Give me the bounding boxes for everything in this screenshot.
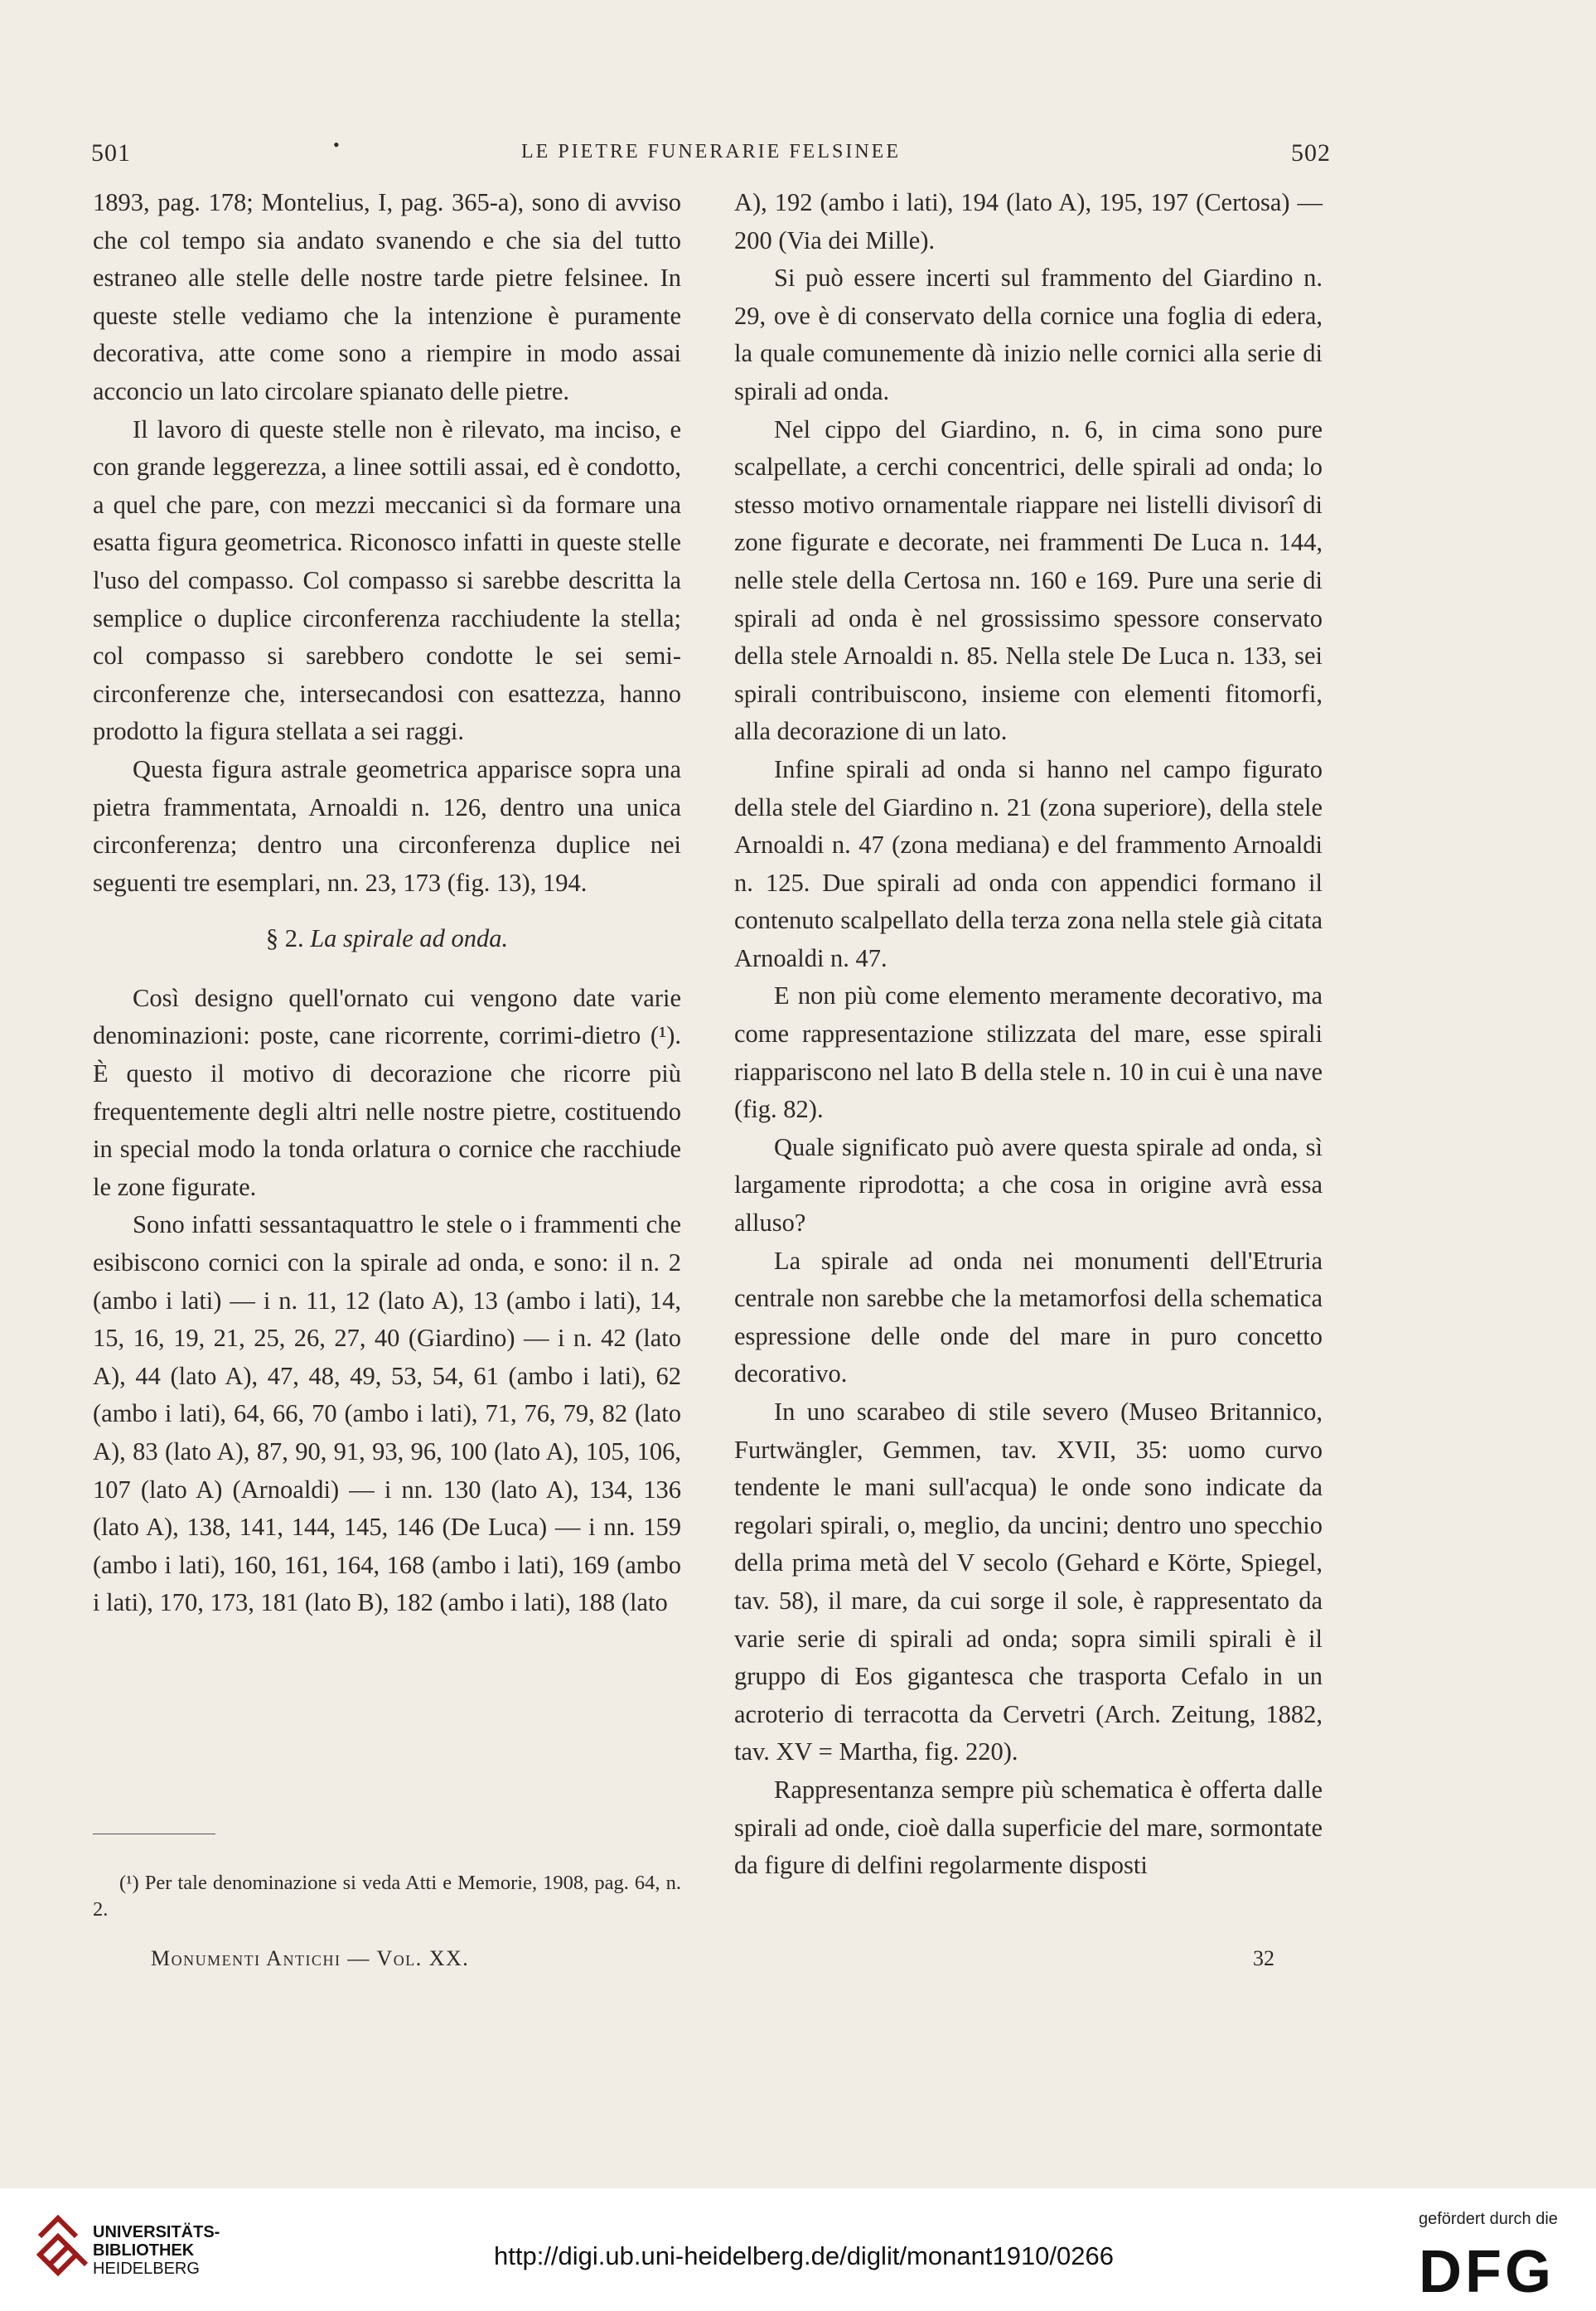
library-name bbox=[93, 2223, 220, 2278]
running-title: LE PIETRE FUNERARIE FELSINEE bbox=[521, 141, 901, 162]
section-number: § 2. bbox=[265, 924, 304, 953]
paragraph: Il lavoro di queste stelle non è rilevato, ma inciso, e con grande leggerezza, a linee sottili assai, ed è condotto, a quel che pare, con mezzi meccanici sì da formare una esatta figura geometrica. Riconosco infatti in queste stelle l'uso del compasso. Col compasso si sarebbe descritta la semplice o duplice circonferenza racchiudente la stella; col compasso si sarebbero condotte le sei semi-circonferenze che, intersecandosi con esattezza, hanno prodotto la figura stellata a sei raggi. bbox=[93, 414, 681, 746]
paragraph: Questa figura astrale geometrica apparisce sopra una pietra frammentata, Arnoaldi n. 126, dentro una unica circonferenza; dentro una circonferenza duplice nei seguenti tre esemplari, nn. 23, 173 (fig. 13), 194. bbox=[93, 754, 681, 897]
footnote-text: (¹) Per tale denominazione si veda Atti e Memorie, 1908, pag. 64, n. 2. bbox=[93, 1872, 681, 1921]
paragraph: A), 192 (ambo i lati), 194 (lato A), 195, 197 (Certosa) — 200 (Via dei Mille). bbox=[734, 188, 1323, 254]
page-footer-line bbox=[93, 1946, 1274, 1979]
right-column bbox=[734, 184, 1323, 1885]
paragraph: Rappresentanza sempre più schematica è offerta dalle spirali ad onde, cioè dalla superficie del mare, sormontate da figure di delfini regolarmente disposti bbox=[734, 1775, 1323, 1880]
paragraph: Si può essere incerti sul frammento del Giardino n. 29, ove è di conservato della cornice una foglia di edera, la quale comunemente dà inizio nelle cornici alla serie di spirali ad onda. bbox=[734, 264, 1323, 405]
paragraph: La spirale ad onda nei monumenti dell'Etruria centrale non sarebbe che la metamorfosi della schematica espressione delle onde del mare in puro concetto decorativo. bbox=[734, 1246, 1323, 1388]
viewer-footer bbox=[0, 2188, 1596, 2311]
paragraph: In uno scarabeo di stile severo (Museo Britannico, Furtwängler, Gemmen, tav. XVII, 35: uomo curvo tendente le mani sull'acqua) le onde sono indicate da regolari spirali, o, meglio, da uncini; dentro uno specchio della prima metà del V secolo (Gehard e Körte, Spiegel, tav. 58), il mare, da cui sorge il sole, è rappresentato da varie serie di spirali ad onda; sopra simili spirali è il gruppo di Eos gigantesca che trasporta Cefalo in un acroterio di terracotta da Cervetri (Arch. Zeitung, 1882, tav. XV = Martha, fig. 220). bbox=[734, 1398, 1323, 1766]
paragraph: Infine spirali ad onda si hanno nel campo figurato della stele del Giardino n. 21 (zona superiore), della stele Arnoaldi n. 47 (zona mediana) e del frammento Arnoaldi n. 125. Due spirali ad onda con appendici formano il contenuto scalpellato della terza zona nella stele già citata Arnoaldi n. 47. bbox=[734, 754, 1323, 972]
paragraph: 1893, pag. 178; Montelius, I, pag. 365-a), sono di avviso che col tempo sia andato svanendo e che sia del tutto estraneo alle stelle delle nostre tarde pietre felsinee. In queste stelle vediamo che la intenzione è puramente decorativa, atte come sono a riempire in modo assai acconcio un lato circolare spianato delle pietre. bbox=[93, 188, 681, 405]
page-header bbox=[91, 134, 1331, 172]
library-logo-icon bbox=[33, 2213, 91, 2288]
paragraph: E non più come elemento meramente decorativo, ma come rappresentazione stilizzata del mare, esse spirali riappariscono nel lato B della stele n. 10 in cui è una nave (fig. 82). bbox=[734, 981, 1323, 1124]
section-heading bbox=[93, 920, 681, 958]
library-name-line: HEIDELBERG bbox=[93, 2260, 200, 2278]
paragraph: Sono infatti sessantaquattro le stele o i frammenti che esibiscono cornici con la spirale ad onda, e sono: il n. 2 (ambo i lati) — i n. 11, 12 (lato A), 13 (ambo i lati), 14, 15, 16, 19, 21, 25, 26, 27, 40 (Giardino) — i n. 42 (lato A), 44 (lato A), 47, 48, 49, 53, 54, 61 (ambo i lati), 62 (ambo i lati), 64, 66, 70 (ambo i lati), 71, 76, 79, 82 (lato A), 83 (lato A), 87, 90, 91, 93, 96, 100 (lato A), 105, 106, 107 (lato A) (Arnoaldi) — i nn. 130 (lato A), 134, 136 (lato A), 138, 141, 144, 145, 146 (De Luca) — i nn. 159 (ambo i lati), 160, 161, 164, 168 (ambo i lati), 169 (ambo i lati), 170, 173, 181 (lato B), 182 (ambo i lati), 188 (lato bbox=[93, 1210, 681, 1617]
page-number-left: 501 bbox=[91, 139, 131, 167]
header-dot: • bbox=[333, 134, 341, 155]
dfg-logo: DFG bbox=[1419, 2239, 1555, 2305]
source-url-link[interactable]: http://digi.ub.uni-heidelberg.de/diglit/monant1910/0266 bbox=[494, 2241, 1114, 2270]
footnote bbox=[93, 1870, 681, 1923]
library-name-line: UNIVERSITÄTS- bbox=[93, 2223, 220, 2241]
paragraph: Nel cippo del Giardino, n. 6, in cima sono pure scalpellate, a cerchi concentrici, delle spirali ad onda; lo stesso motivo ornamentale riappare nei listelli divisorî di zone figurate e decorate, nei frammenti De Luca n. 144, nelle stele della Certosa nn. 160 e 169. Pure una serie di spirali ad onda è nel grossissimo spessore conservato della stele Arnoaldi n. 85. Nella stele De Luca n. 133, sei spirali contribuiscono, insieme con elementi fitomorfi, alla decorazione di un lato. bbox=[734, 414, 1323, 746]
sponsor-label: gefördert durch die bbox=[1419, 2210, 1558, 2228]
library-name-line: BIBLIOTHEK bbox=[93, 2241, 195, 2260]
left-column bbox=[93, 184, 681, 1622]
paragraph: Così designo quell'ornato cui vengono date varie denominazioni: poste, cane ricorrente, corrimi-dietro (¹). È questo il motivo di decorazione che ricorre più frequentemente degli altri nelle nostre pietre, costituendo in special modo la tonda orlatura o cornice che racchiude le zone figurate. bbox=[93, 983, 681, 1201]
journal-title: Monumenti Antichi — Vol. XX. bbox=[151, 1946, 470, 1970]
page-number-right: 502 bbox=[1291, 139, 1331, 167]
signature-mark: 32 bbox=[1253, 1946, 1274, 1970]
section-title: La spirale ad onda. bbox=[310, 924, 509, 953]
paragraph: Quale significato può avere questa spirale ad onda, sì largamente riprodotta; a che cosa in origine avrà essa alluso? bbox=[734, 1132, 1323, 1238]
